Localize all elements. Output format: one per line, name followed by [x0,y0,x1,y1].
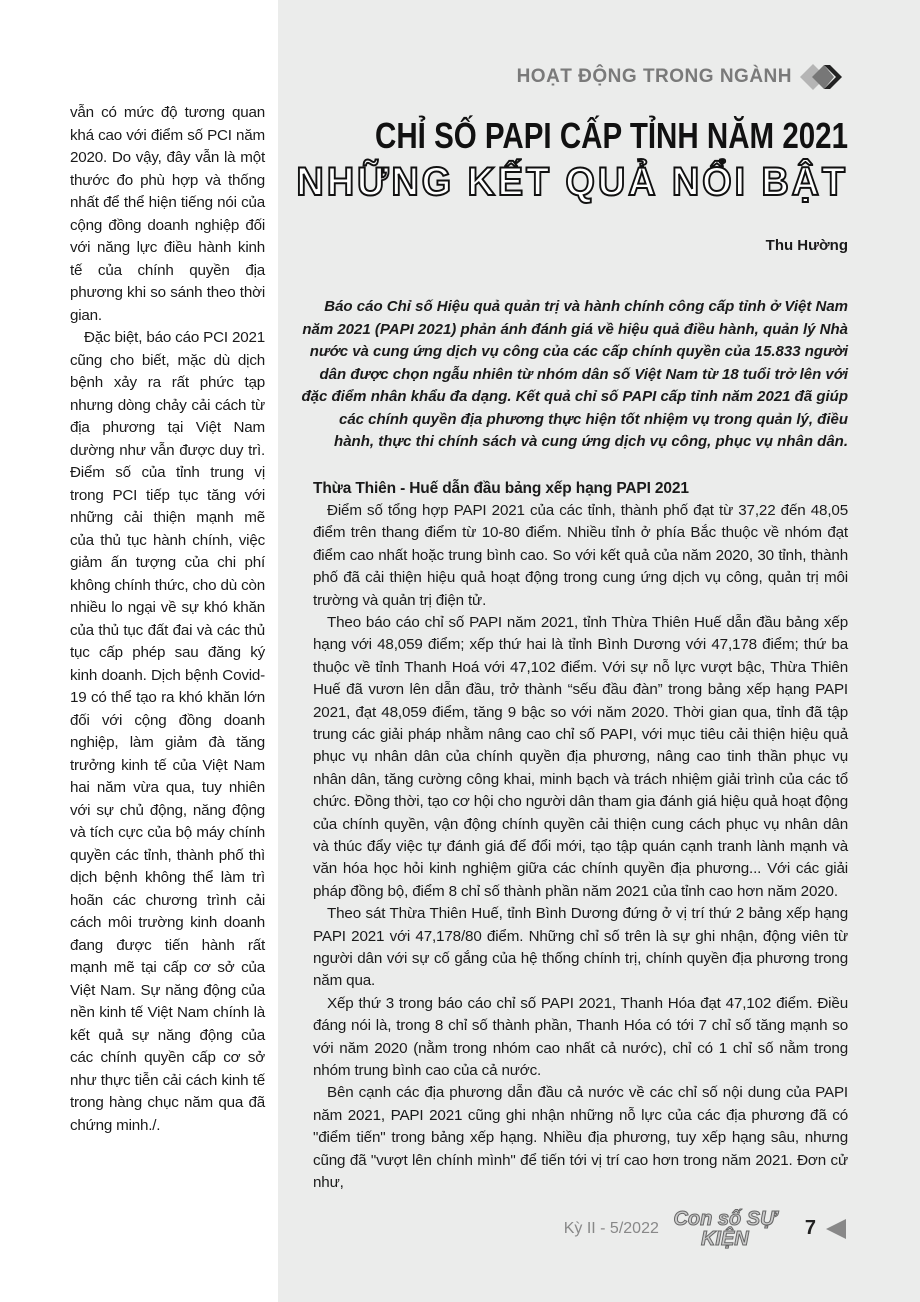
body-paragraph: Xếp thứ 3 trong báo cáo chỉ số PAPI 2021, Thanh Hóa đạt 47,102 điểm. Điều đáng nói là, trong 8 chỉ số thành phần, Thanh Hóa có tới 7 chỉ số tăng mạnh so với năm 2020 (nằm trong nhóm cao nhất cả nước), chỉ có 1 chỉ số nằm trong nhóm trung bình cao của cả nước. [313,994,848,1080]
right-column [296,62,849,1259]
article-title-line1: CHỈ SỐ PAPI CẤP TỈNH NĂM 2021 [375,115,848,156]
page-number: 7 [804,1217,816,1239]
left-paragraph: vẫn có mức độ tương quan khá cao với điểm số PCI năm 2020. Do vậy, đây vẫn là một thước đo phù hợp và thống nhất để thể hiện tiếng nói của cộng đồng doanh nghiệp đối với năng lực điều hành kinh tế của chính quyền địa phương khi so sánh theo thời gian. [70,104,265,324]
author: Thu Hường [765,237,848,254]
body-paragraph: Điểm số tổng hợp PAPI 2021 của các tỉnh, thành phố đạt từ 37,22 đến 48,05 điểm trên thang điểm từ 10-80 điểm. Nhiều tỉnh ở phía Bắc thuộc về nhóm đạt điểm cao nhất hoặc trung bình cao. So với kết quả của năm 2020, 30 tỉnh, thành phố đã cải thiện hiệu quả hoạt động trong cung ứng dịch vụ công, quản trị môi trường và quản trị điện tử. [313,501,848,609]
left-paragraph: Đặc biệt, báo cáo PCI 2021 cũng cho biết, mặc dù dịch bệnh xảy ra rất phức tạp nhưng dòng chảy cải cách từ địa phương tại Việt Nam dường như vẫn được duy trì. Điểm số của tỉnh trung vị trong PCI tiếp tục tăng với những cải thiện mạnh mẽ của thủ tục hành chính, việc giảm ấn tượng của chi phí không chính thức, cho dù còn nhiều lo ngại về sự khó khăn của thủ tục đất đai và các thủ tục cấp phép sau đăng ký kinh doanh. Dịch bệnh Covid-19 có thể tạo ra khó khăn lớn đối với cộng đồng doanh nghiệp, làm giảm đà tăng trưởng kinh tế của Việt Nam hai năm vừa qua, tuy nhiên với sự chủ động, năng động và tích cực của bộ máy chính quyền các tỉnh, thành phố thì dịch bệnh không thể làm trì hoãn các chương trình cải cách môi trường kinh doanh đang được tiến hành rất mạnh mẽ tại cấp cơ sở của Việt Nam. Sự năng động của nền kinh tế Việt Nam chính là kết quả sự năng động của các chính quyền cấp cơ sở như thực tiễn cải cách kinh tế trong hàng chục năm qua đã chứng minh./. [70,329,265,1134]
body-paragraph: Theo báo cáo chỉ số PAPI năm 2021, tỉnh Thừa Thiên Huế dẫn đầu bảng xếp hạng với 48,059 điểm; xếp thứ hai là tỉnh Bình Dương với 47,178 điểm; thứ ba thuộc về tỉnh Thanh Hoá với 47,102 điểm. Với sự nỗ lực vượt bậc, Thừa Thiên Huế đã vươn lên dẫn đầu, trở thành “sếu đầu đàn” trong bảng xếp hạng PAPI 2021, đạt 48,059 điểm, tăng 9 bậc so với năm 2020. Thời gian qua, tỉnh đã tập trung các giải pháp nhằm nâng cao chỉ số PAPI, với mục tiêu cải thiện hiệu quả phục vụ nhân dân của chính quyền địa phương, nâng cao tinh thần phục vụ nhân dân, tăng cường công khai, minh bạch và trách nhiệm giải trình của các tổ chức. Đồng thời, tạo cơ hội cho người dân tham gia đánh giá hiệu quả hoạt động của chính quyền, vận động chính quyền cải thiện cung cách phục vụ nhân dân và thúc đẩy việc tự đánh giá để đổi mới, tạo tập quán cạnh tranh lành mạnh và văn hóa học hỏi kinh nghiệm giữa các chính quyền địa phương... Với các giải pháp đồng bộ, điểm 8 chỉ số thành phần năm 2021 của tỉnh cao hơn năm 2020. [313,613,848,900]
section-label: HOẠT ĐỘNG TRONG NGÀNH [516,66,792,87]
article-lead: Báo cáo Chỉ số Hiệu quả quản trị và hành chính công cấp tỉnh ở Việt Nam năm 2021 (PAPI 2021) phản ánh đánh giá về hiệu quả điều hành, quản lý Nhà nước và cung ứng dịch vụ công của các cấp chính quyền của 15.833 người dân được chọn ngẫu nhiên từ nhóm dân số Việt Nam từ 18 tuổi trở lên với đặc điểm nhân khẩu đa dạng. Kết quả chỉ số PAPI cấp tỉnh năm 2021 đã giúp các chính quyền địa phương thực hiện tốt nhiệm vụ trong quản lý, điều hành, thực thi chính sách và cung ứng dịch vụ công, phục vụ nhân dân. [301,298,848,450]
article-body [313,478,848,1195]
subheading: Thừa Thiên - Huế dẫn đầu bảng xếp hạng PAPI 2021 [313,479,689,497]
article-title-line2: NHỮNG KẾT QUẢ NỔI BẬT [296,160,849,204]
page-footer [300,1209,848,1259]
issue-label: Kỳ II - 5/2022 [563,1219,659,1237]
article-title [180,114,848,206]
magazine-logo: Con số SỰ KIỆN [673,1207,777,1250]
body-paragraph: Bên cạnh các địa phương dẫn đầu cả nước về các chỉ số nội dung của PAPI năm 2021, PAPI 2021 cũng ghi nhận những nỗ lực của các địa phương đã có "điểm tiến" trong bảng xếp hạng. Nhiều địa phương, tuy xếp hạng sâu, nhưng cũng đã "vượt lên chính mình" để tiến tới vị trí cao hơn trong năm 2021. Đơn cử như, [313,1084,848,1192]
left-column-text [70,102,265,1137]
double-chevron-icon [800,64,848,90]
section-header [300,62,848,92]
body-paragraph: Theo sát Thừa Thiên Huế, tỉnh Bình Dương đứng ở vị trí thứ 2 bảng xếp hạng PAPI 2021 với 47,178/80 điểm. Những chỉ số trên là sự ghi nhận, động viên từ người dân với sự cố gắng của hệ thống chính trị, chính quyền địa phương trong năm qua. [313,905,848,990]
left-triangle-icon [826,1219,848,1239]
